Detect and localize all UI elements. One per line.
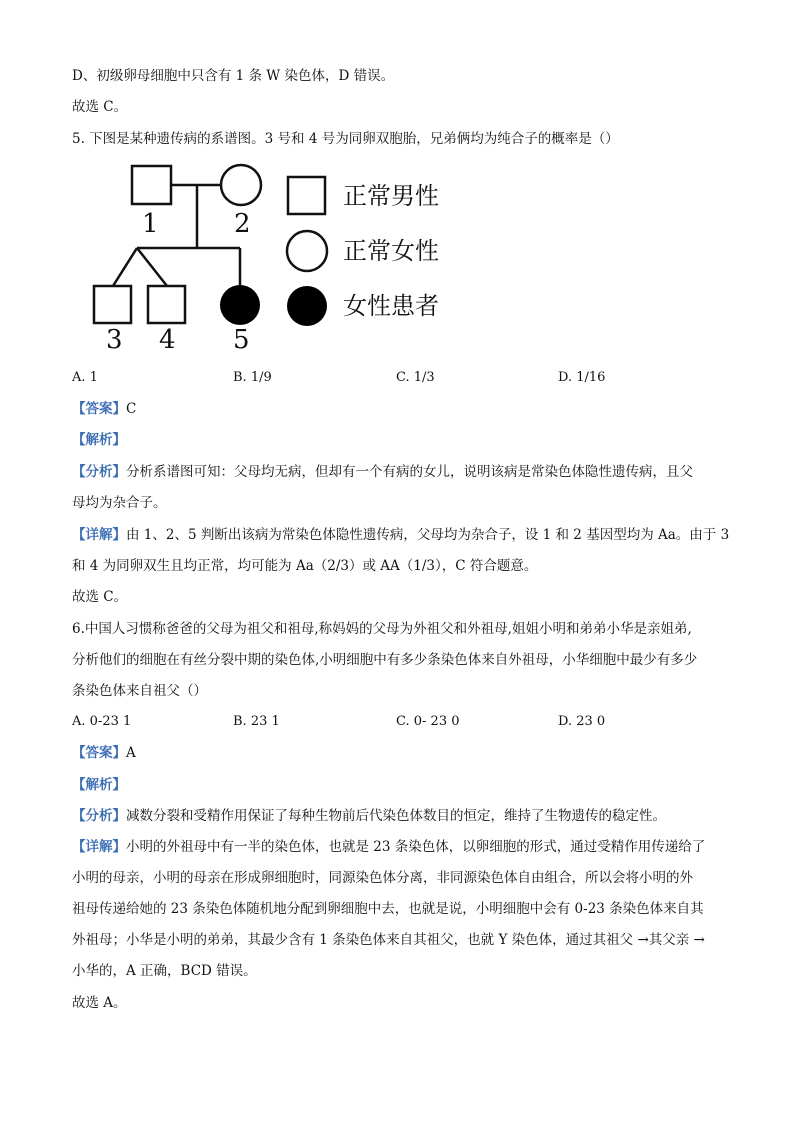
- individual-4-normal-male: [148, 286, 185, 323]
- fenxi-text: 分析系谱图可知：父母均无病，但却有一个有病的女儿，说明该病是常染色体隐性遗传病，且父: [126, 464, 693, 480]
- q6-xiangjie-line5: 小华的，A 正确，BCD 错误。: [72, 963, 257, 979]
- answer-tag: 【答案】: [72, 401, 126, 417]
- pedigree-label-5: 5: [233, 325, 250, 355]
- q6-stem-line1: 6.中国人习惯称爸爸的父母为祖父和祖母,称妈妈的父母为外祖父和外祖母,姐姐小明和弟弟小华是亲姐弟,: [72, 621, 692, 637]
- q6-option-c: C. 0- 23 0: [396, 714, 460, 729]
- xiangjie-text: 由 1、2、5 判断出该病为常染色体隐性遗传病，父母均为杂合子，设 1 和 2 基因型均为 Aa。由于 3: [126, 527, 730, 543]
- q6-option-b: B. 23 1: [233, 714, 280, 729]
- q5-conclusion: 故选 C。: [72, 589, 128, 605]
- q5-xiangjie-line2: 和 4 为同卵双生且均正常，均可能为 Aa（2/3）或 AA（1/3），C 符合题意。: [72, 558, 538, 574]
- individual-2-normal-female: [221, 165, 261, 205]
- q6-xiangjie-line4: 外祖母；小华是小明的弟弟，其最少含有 1 条染色体来自其祖父，也就 Y 染色体，通过其祖父 →其父亲 →: [72, 932, 705, 948]
- xiangjie-tag: 【详解】: [72, 839, 126, 855]
- q6-answer-line: [72, 743, 136, 763]
- q5-analysis-tag: 【解析】: [72, 432, 126, 448]
- q6-xiangjie-line2: 小明的母亲，小明的母亲在形成卵细胞时，同源染色体分离，非同源染色体自由组合，所以会将小明的外: [72, 870, 693, 886]
- legend-normal-male-icon: [288, 177, 325, 214]
- q5-option-a: A. 1: [72, 370, 98, 385]
- legend-affected-female-label: 女性患者: [343, 292, 439, 320]
- q5-option-c: C. 1/3: [396, 370, 435, 385]
- q6-xiangjie-line1: [72, 837, 705, 857]
- q5-answer-line: [72, 399, 136, 419]
- answer-value: C: [126, 401, 137, 417]
- individual-1-normal-male: [132, 166, 171, 204]
- q6-stem-line3: 条染色体来自祖父（）: [72, 683, 207, 699]
- legend-normal-female-label: 正常女性: [343, 237, 439, 265]
- q5-option-b: B. 1/9: [233, 370, 272, 385]
- q6-analysis-tag: 【解析】: [72, 777, 126, 793]
- q6-option-a: A. 0-23 1: [72, 714, 132, 729]
- answer-value: A: [126, 745, 136, 761]
- q4-conclusion: 故选 C。: [72, 99, 128, 115]
- individual-3-normal-male: [94, 286, 131, 323]
- fenxi-tag: 【分析】: [72, 808, 126, 824]
- q5-option-d: D. 1/16: [558, 370, 606, 385]
- q5-stem: 5. 下图是某种遗传病的系谱图。3 号和 4 号为同卵双胞胎，兄弟俩均为纯合子的概率是（）: [72, 131, 619, 147]
- pedigree-label-2: 2: [234, 209, 251, 239]
- xiangjie-tag: 【详解】: [72, 527, 126, 543]
- legend-affected-female-icon: [287, 286, 327, 326]
- q4-option-d-line: D、初级卵母细胞中只含有 1 条 W 染色体，D 错误。: [72, 68, 395, 84]
- q6-conclusion: 故选 A。: [72, 995, 127, 1011]
- xiangjie-text: 小明的外祖母中有一半的染色体，也就是 23 条染色体，以卵细胞的形式，通过受精作用传递给了: [126, 839, 706, 855]
- legend-normal-female-icon: [287, 231, 327, 271]
- pedigree-label-1: 1: [142, 209, 159, 239]
- q6-xiangjie-line3: 祖母传递给她的 23 条染色体随机地分配到卵细胞中去，也就是说，小明细胞中会有 0-23 条染色体来自其: [72, 901, 704, 917]
- q6-stem-line2: 分析他们的细胞在有丝分裂中期的染色体,小明细胞中有多少条染色体来自外祖母，小华细胞中最少有多少: [72, 652, 698, 668]
- answer-tag: 【答案】: [72, 745, 126, 761]
- q5-xiangjie-line1: [72, 525, 729, 545]
- q5-fenxi-line1: [72, 462, 693, 482]
- fenxi-tag: 【分析】: [72, 464, 126, 480]
- q6-option-d: D. 23 0: [558, 714, 606, 729]
- legend-normal-male-label: 正常男性: [343, 182, 439, 210]
- fenxi-text: 减数分裂和受精作用保证了每种生物前后代染色体数目的恒定，维持了生物遗传的稳定性。: [126, 808, 666, 824]
- pedigree-label-3: 3: [106, 325, 123, 355]
- pedigree-diagram: [85, 160, 505, 360]
- q6-fenxi-line1: [72, 806, 666, 826]
- q5-fenxi-line2: 母均为杂合子。: [72, 495, 167, 511]
- individual-5-affected-female: [220, 285, 260, 325]
- pedigree-label-4: 4: [159, 325, 176, 355]
